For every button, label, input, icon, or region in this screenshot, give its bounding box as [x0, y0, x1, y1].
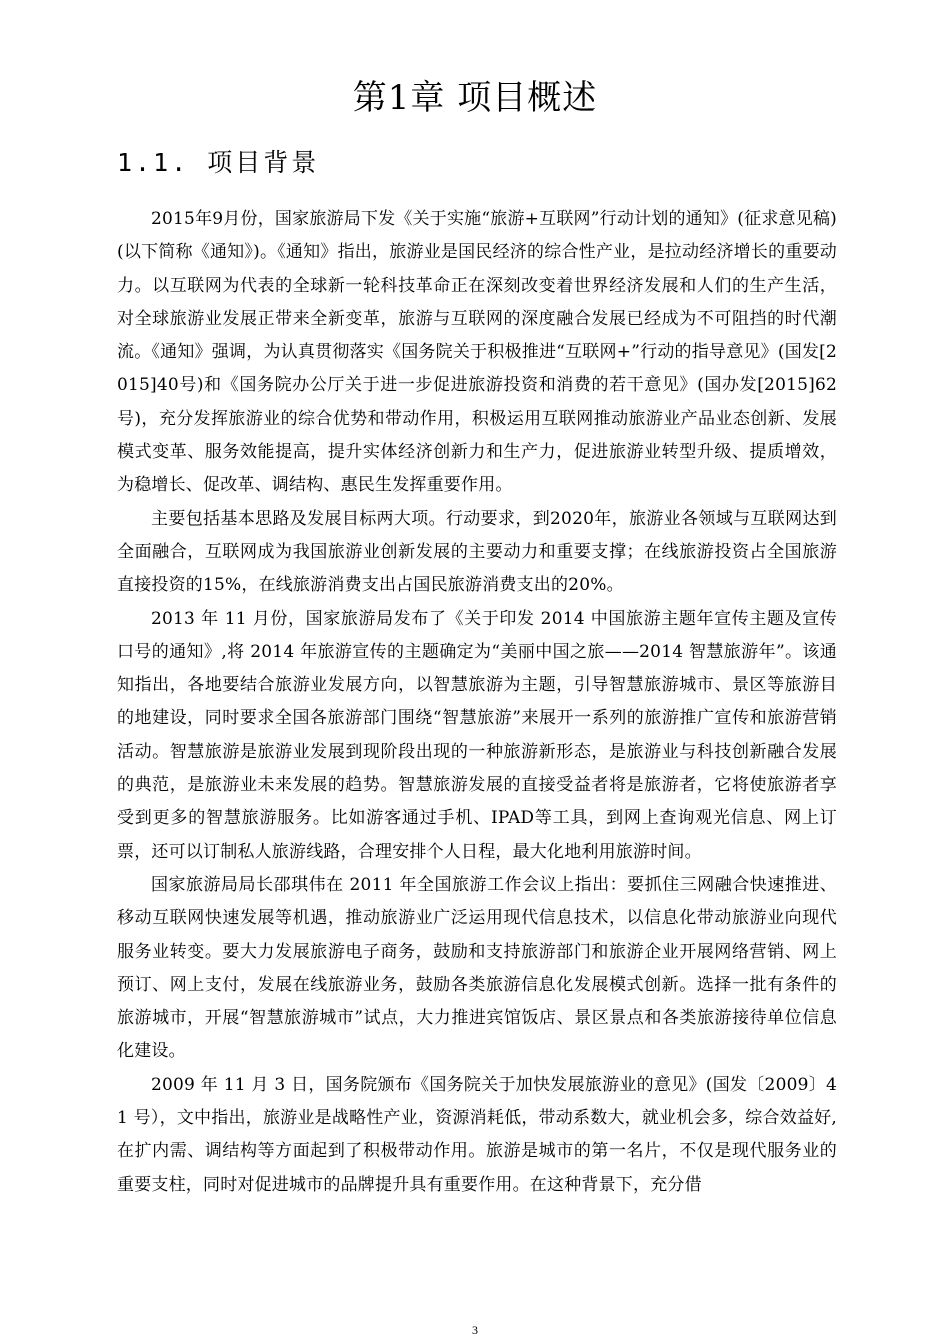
paragraph-3: 2013 年 11 月份，国家旅游局发布了《关于印发 2014 中国旅游主题年宣传主题及宣传口号的通知》,将 2014 年旅游宣传的主题确定为“美丽中国之旅——2014 智慧旅游年”。该通知指出，各地要结合旅游业发展方向，以智慧旅游为主题，引导智慧旅游城市、景区等旅游目的地建设，同时要求全国各旅游部门围绕“智慧旅游”来展开一系列的旅游推广宣传和旅游营销活动。智慧旅游是旅游业发展到现阶段出现的一种旅游新形态，是旅游业与科技创新融合发展的典范，是旅游业未来发展的趋势。智慧旅游发展的直接受益者将是旅游者，它将使旅游者享受到更多的智慧旅游服务。比如游客通过手机、IPAD等工具，到网上查询观光信息、网上订票，还可以订制私人旅游线路，合理安排个人日程，最大化地利用旅游时间。: [117, 608, 837, 862]
chapter-title: 第1章 项目概述: [352, 78, 598, 118]
paragraph-1: 2015年9月份，国家旅游局下发《关于实施“旅游+互联网”行动计划的通知》(征求意见稿)(以下简称《通知》)。《通知》指出，旅游业是国民经济的综合性产业，是拉动经济增长的重要动力。以互联网为代表的全球新一轮科技革命正在深刻改变着世界经济发展和人们的生产生活，对全球旅游业发展正带来全新变革，旅游与互联网的深度融合发展已经成为不可阻挡的时代潮流。《通知》强调，为认真贯彻落实《国务院关于积极推进“互联网+”行动的指导意见》(国发[2015]40号)和《国务院办公厅关于进一步促进旅游投资和消费的若干意见》(国办发[2015]62号)，充分发挥旅游业的综合优势和带动作用，积极运用互联网推动旅游业产品业态创新、发展模式变革、服务效能提高，提升实体经济创新力和生产力，促进旅游业转型升级、提质增效，为稳增长、促改革、调结构、惠民生发挥重要作用。: [117, 209, 837, 496]
body-text: [117, 203, 837, 1202]
paragraph-5: 2009 年 11 月 3 日，国务院颁布《国务院关于加快发展旅游业的意见》(国发〔2009〕41 号），文中指出，旅游业是战略性产业，资源消耗低，带动系数大，就业机会多，综合效益好,在扩内需、调结构等方面起到了积极带动作用。旅游是城市的第一名片，不仅是现代服务业的重要支柱，同时对促进城市的品牌提升具有重要作用。在这种背景下，充分借: [117, 1074, 837, 1195]
page-number: 3: [472, 1323, 478, 1337]
section-title: 1.1. 项目背景: [117, 148, 320, 177]
paragraph-2: 主要包括基本思路及发展目标两大项。行动要求，到2020年，旅游业各领域与互联网达到全面融合，互联网成为我国旅游业创新发展的主要动力和重要支撑；在线旅游投资占全国旅游直接投资的15%，在线旅游消费支出占国民旅游消费支出的20%。: [117, 508, 837, 596]
paragraph-4: 国家旅游局局长邵琪伟在 2011 年全国旅游工作会议上指出：要抓住三网融合快速推进、移动互联网快速发展等机遇，推动旅游业广泛运用现代信息技术，以信息化带动旅游业向现代服务业转变。要大力发展旅游电子商务，鼓励和支持旅游部门和旅游企业开展网络营销、网上预订、网上支付，发展在线旅游业务，鼓励各类旅游信息化发展模式创新。选择一批有条件的旅游城市，开展“智慧旅游城市”试点，大力推进宾馆饭店、景区景点和各类旅游接待单位信息化建设。: [117, 874, 837, 1062]
